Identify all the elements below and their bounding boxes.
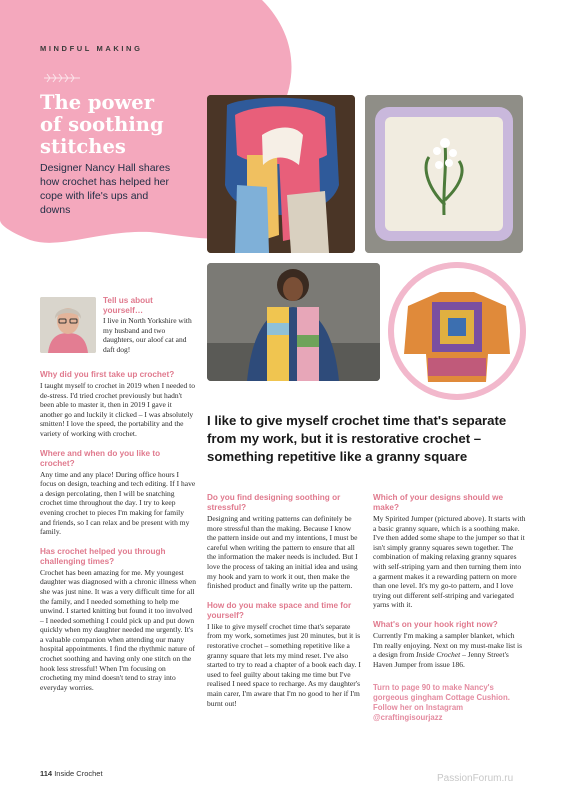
answer-text: Crochet has been amazing for me. My youngest daughter was diagnosed with a chronic illness when she was just nine. It was a very difficult time for all the family, and I needed something to help me unwind. I started knitting but found it too involved – I needed something I could pick up and put down quickly when my daughter needed me urgently. It's a valuable companion when attending our many hospital appointments. I find the rhythmic nature of crochet soothing and having only one stitch on the hook less stressful! When I'm focusing on crocheting my mind doesn't tend to stray into everyday worries. xyxy=(40,567,197,692)
question-heading: Why did you first take up crochet? xyxy=(40,370,175,379)
title-line-3: stitches xyxy=(40,135,126,158)
question-heading: Where and when do you like to crochet? xyxy=(40,448,161,468)
answer-text: I taught myself to crochet in 2019 when I needed to de-stress. I'd tried crochet previously but hadn't been able to master it, then in 2019 I gave it another go and luckily it clicked – I was absolutely smitten! I love the speed, the portability and the variety of working with crochet. xyxy=(40,381,195,438)
column-2 xyxy=(207,493,362,718)
watermark: PassionForum.ru xyxy=(437,773,514,784)
question-heading: What's on your hook right now? xyxy=(373,619,498,629)
jumper-photo xyxy=(388,262,526,400)
intro-block xyxy=(103,296,195,354)
magazine-title: Inside Crochet xyxy=(416,650,461,660)
answer-text: Any time and any place! During office hours I focus on design, teaching and tech editing. If I have a design percolating, then I will be snatching crochet time throughout the day. I try to keep evening crochet to pieces I'm making for family and friends, so I can relax and be present with my family. xyxy=(40,469,196,537)
model-photo xyxy=(207,263,380,381)
question-heading: How do you make space and time for yourself? xyxy=(207,600,352,620)
article-title xyxy=(40,92,210,158)
question-heading: Has crochet helped you through challenging times? xyxy=(40,546,166,566)
magazine-name: Inside Crochet xyxy=(54,769,103,778)
answer-text: Designing and writing patterns can definitely be more stressful than the making. Because I know the pattern inside out and my intentions, I must be careful when writing the pattern to ensure that all the information the maker needs is included. But I love the process of taking an initial idea and using my hook and yarn to work it out, then make the finished product and finally write up the pattern. xyxy=(207,514,358,591)
intro-answer: I live in North Yorkshire with my husband and two daughters, our aloof cat and daft dog! xyxy=(103,316,192,354)
section-kicker: MINDFUL MAKING xyxy=(40,44,143,53)
author-avatar xyxy=(40,297,96,353)
question-heading: Do you find designing soothing or stressful? xyxy=(207,493,341,512)
promo-text: Turn to page 90 to make Nancy's gorgeous gingham Cottage Cushion. Follow her on Instagram @craftingisourjazz xyxy=(373,683,510,723)
title-line-2: of soothing xyxy=(40,113,164,136)
answer-text: My Spirited Jumper (pictured above). It starts with a basic granny square, which is a soothing make. I've then added some shape to the jumper so that it isn't simply granny squares sewn together. The combination of making relaxing granny squares with self-striping yarn and then turning them into a garment makes it a rewarding pattern on more than one level. It's my go-to pattern, and I love trying out different self-striping and variegated yarns with it. xyxy=(373,514,526,610)
pull-quote: I like to give myself crochet time that's separate from my work, but it is restorative crochet – something repetitive like a granny square xyxy=(207,413,507,464)
page-number: 114 xyxy=(40,769,53,778)
column-3 xyxy=(373,493,526,723)
answer-text xyxy=(373,631,526,669)
page-footer xyxy=(40,769,103,778)
feather-icon xyxy=(42,72,82,84)
question-heading: Which of your designs should we make? xyxy=(373,493,504,512)
cushion-photo xyxy=(365,95,523,253)
answer-text-pre: Currently I'm making a sampler blanket, which I'm really enjoying. Next on my must-make list is a design from xyxy=(373,630,523,660)
intro-question: Tell us about yourself… xyxy=(103,296,153,315)
column-1 xyxy=(40,370,196,702)
title-line-1: The power xyxy=(40,91,154,114)
scarf-photo xyxy=(207,95,355,253)
standfirst: Designer Nancy Hall shares how crochet has helped her cope with life's ups and downs xyxy=(40,162,171,216)
answer-text: I like to give myself crochet time that's separate from my work, sometimes just 20 minutes, but it is restorative crochet – something repetitive like a granny square that lets my mind reset. I've also started to try to read a chapter of a book each day. I used to feel guilty about taking me time but I've realised I need space to recharge. As my daughter's main carer, I'm aware that I'm no good to her if I'm burnt out! xyxy=(207,621,361,708)
answer-text-post: – Jenny Street's Haven Jumper from issue 186. xyxy=(373,650,509,669)
